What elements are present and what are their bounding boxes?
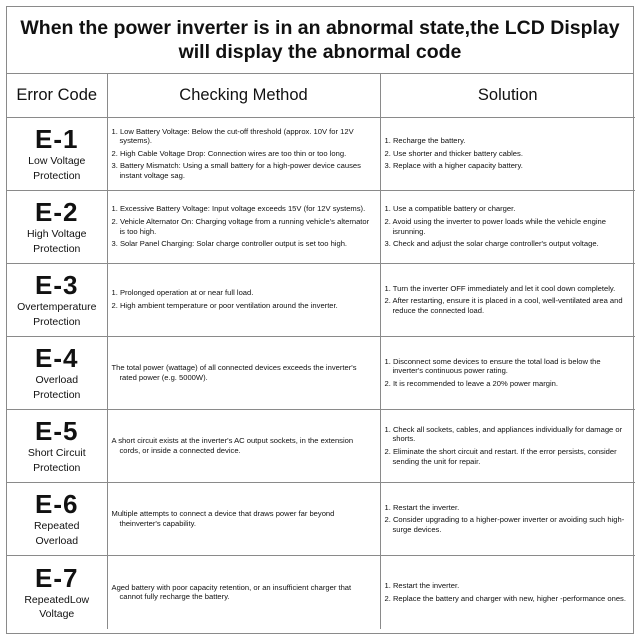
error-code-name: RepeatedLow [24, 593, 90, 606]
checking-method-cell [107, 409, 380, 482]
table-row [7, 263, 635, 336]
solution-item: 1. Restart the inverter. [384, 502, 460, 512]
title-line-1: When the power inverter is in an abnormal state,the LCD Display [20, 17, 620, 39]
solution-cell [380, 190, 635, 263]
error-code: E-1 [35, 124, 79, 154]
error-code-name: Protection [33, 388, 81, 401]
error-code-name: Protection [33, 315, 81, 328]
checking-method-item: Aged battery with poor capacity retention, or an insufficient charger that cannot fully recharge the battery. [111, 582, 352, 602]
error-code-name: Overload [35, 534, 79, 547]
checking-method-cell [107, 190, 380, 263]
checking-method-item: 1. Excessive Battery Voltage: Input voltage exceeds 15V (for 12V systems). [111, 204, 366, 214]
checking-method-item: 3. Battery Mismatch: Using a small battery for a high-power device causes instant voltage sag. [111, 161, 361, 180]
error-code-name: Protection [33, 169, 81, 182]
error-code-name: Short Circuit [27, 447, 86, 459]
error-code: E-6 [35, 489, 79, 519]
solution-cell [380, 555, 635, 629]
title-line-2: will display the abnormal code [178, 41, 462, 63]
solution-item: 2. After restarting, ensure it is placed in a cool, well-ventilated area and reduce the connected load. [384, 296, 623, 315]
error-code-name: Overtemperature [17, 301, 97, 313]
table-header-row [7, 74, 635, 117]
checking-method-item: Multiple attempts to connect a device that draws power far beyond theinverter's capability. [111, 508, 335, 528]
table-row [7, 336, 635, 409]
error-code-name: High Voltage [26, 228, 87, 240]
checking-method-item: 3. Solar Panel Charging: Solar charge controller output is set too high. [111, 239, 348, 249]
table-row [7, 190, 635, 263]
error-code-name: Overload [35, 374, 79, 386]
checking-method-cell [107, 555, 380, 629]
checking-method-item: 2. Vehicle Alternator On: Charging voltage from a running vehicle's alternator is too high. [111, 216, 370, 236]
checking-method-item: 2. High ambient temperature or poor ventilation around the inverter. [111, 301, 338, 310]
error-code-name: Low Voltage [28, 155, 86, 167]
error-code-cell [7, 190, 107, 263]
error-code-name: Protection [33, 461, 81, 474]
solution-item: 2. Avoid using the inverter to power loads while the vehicle engine isrunning. [384, 216, 606, 236]
error-code: E-5 [35, 416, 79, 446]
solution-cell [380, 409, 635, 482]
error-code-cell [7, 409, 107, 482]
error-code-name: Repeated [33, 520, 80, 532]
error-code-cell [7, 555, 107, 629]
solution-item: 1. Use a compatible battery or charger. [384, 204, 516, 214]
header-checking-method: Checking Method [107, 74, 380, 117]
solution-cell [380, 117, 635, 190]
solution-item: 2. Replace the battery and charger with new, higher -performance ones. [384, 593, 626, 603]
solution-item: 2. Use shorter and thicker battery cables. [384, 148, 523, 158]
solution-item: 3. Check and adjust the solar charge controller's output voltage. [384, 239, 599, 249]
document-title [7, 7, 633, 74]
error-code: E-3 [35, 270, 79, 300]
checking-method-cell [107, 336, 380, 409]
header-solution: Solution [380, 74, 635, 117]
error-code: E-7 [35, 562, 79, 593]
solution-item: 2. Consider upgrading to a higher-power inverter or avoiding such high-surge devices. [384, 515, 625, 534]
checking-method-cell [107, 482, 380, 555]
header-error-code: Error Code [7, 74, 107, 117]
checking-method-item: The total power (wattage) of all connected devices exceeds the inverter's rated power (e.g. 5000W). [111, 362, 357, 382]
error-code-cell [7, 263, 107, 336]
error-code-document [6, 6, 634, 634]
checking-method-item: A short circuit exists at the inverter's AC output sockets, in the extension cords, or inside a connected device. [111, 435, 354, 455]
solution-item: 1. Recharge the battery. [384, 136, 466, 146]
error-code-cell [7, 482, 107, 555]
table-row [7, 482, 635, 555]
checking-method-cell [107, 263, 380, 336]
error-code-cell [7, 117, 107, 190]
solution-item: 3. Replace with a higher capacity battery. [384, 161, 523, 171]
checking-method-item: 1. Low Battery Voltage: Below the cut-off threshold (approx. 10V for 12V systems). [111, 126, 354, 146]
checking-method-item: 2. High Cable Voltage Drop: Connection wires are too thin or too long. [111, 148, 347, 158]
error-code-cell [7, 336, 107, 409]
table-row [7, 555, 635, 629]
solution-cell [380, 263, 635, 336]
error-code-name: Voltage [39, 608, 75, 621]
table-row [7, 409, 635, 482]
table-row [7, 117, 635, 190]
solution-item: 1. Turn the inverter OFF immediately and let it cool down completely. [384, 283, 616, 293]
error-code: E-2 [35, 197, 79, 227]
solution-item: 2. Eliminate the short circuit and restart. If the error persists, consider sending the unit for repair. [384, 447, 617, 466]
error-code-table [7, 74, 635, 629]
solution-item: 1. Restart the inverter. [384, 581, 460, 591]
error-code: E-4 [35, 343, 79, 373]
checking-method-item: 1. Prolonged operation at or near full load. [111, 288, 254, 298]
solution-cell [380, 482, 635, 555]
solution-cell [380, 336, 635, 409]
solution-item: 1. Check all sockets, cables, and appliances individually for damage or shorts. [384, 424, 623, 444]
solution-item: 1. Disconnect some devices to ensure the total load is below the inverter's continuous power rating. [384, 356, 601, 376]
checking-method-cell [107, 117, 380, 190]
error-code-name: Protection [33, 242, 81, 255]
solution-item: 2. It is recommended to leave a 20% power margin. [384, 378, 558, 388]
